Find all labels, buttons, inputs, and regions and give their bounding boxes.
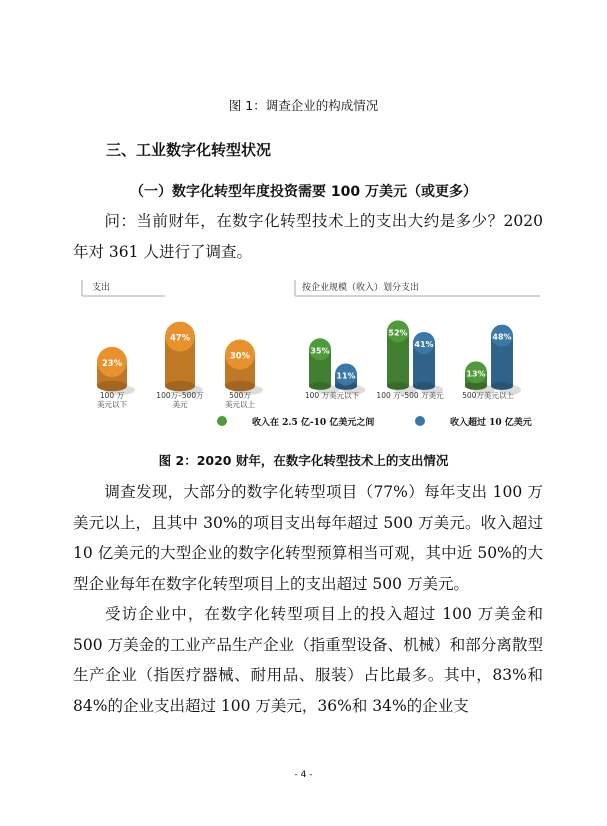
panel1-category-1: 美元 [172,400,188,409]
intro-paragraph [73,206,543,267]
panel2-s0-bar-1-value: 52% [388,328,408,338]
legend-label-0: 收入在 2.5 亿-10 亿美元之间 [252,418,375,428]
paragraph-2-text: 调查发现，大部分的数字化转型项目（77%）每年支出 100 万美元以上，且其中 30%的项目支出每年超过 500 万美元。收入超过 10 亿美元的大型企业的数字化转型预算相当可观，其中近 50%的大型企业每年在数字化转型项目上的支出超过 500 万美元。 [73,483,543,593]
spending-chart-svg [70,278,540,438]
legend-label-1: 收入超过 10 亿美元 [450,418,532,428]
panel1-bar-2-base [225,381,255,392]
legend-marker-0 [217,416,227,426]
intro-text: 问：当前财年，在数字化转型技术上的支出大约是多少？2020 年对 361 人进行了调查。 [73,212,543,261]
paragraph-3 [73,599,543,721]
panel2-s1-bar-2-value: 48% [492,332,512,342]
panel2-category-1: 100 万–500 万美元 [376,391,444,400]
panel2-s0-bar-0-value: 35% [310,346,330,356]
figure1-caption: 图 1：调查企业的构成情况 [228,98,379,113]
paragraph-2 [73,477,543,599]
page-number: - 4 - [294,770,313,780]
paragraph-3-text: 受访企业中，在数字化转型项目上的投入超过 100 万美金和 500 万美金的工业产品生产企业（指重型设备、机械）和部分离散型生产企业（指医疗器械、耐用品、服装）占比最多。其中，83%和 84%的企业支出超过 100 万美元，36%和 34%的企业支 [73,605,543,715]
section-heading: 三、工业数字化转型状况 [106,141,272,159]
panel1-category-2: 美元以上 [225,400,255,409]
panel1-category-1: 100万–500万 [156,391,204,400]
panel1-bar-1-base [165,381,195,392]
panel1-bar-0-value: 23% [101,357,123,368]
panel2-title: 按企业规模（收入）划分支出 [302,283,420,293]
legend-marker-1 [415,416,425,426]
panel1-title: 支出 [92,283,111,293]
panel2-s0-bar-1-base [387,382,409,390]
panel1-bar-0-base [97,381,127,392]
panel1-category-0: 100 万 [99,391,125,400]
panel1-category-0: 美元以下 [97,400,127,409]
spending-chart [70,278,540,438]
panel2-s0-bar-0-base [309,382,331,390]
panel2-s1-bar-1-value: 41% [414,339,434,349]
panel2-s1-bar-1-base [413,382,435,390]
panel2-s1-bar-0-value: 11% [336,371,356,381]
figure2-caption: 图 2：2020 财年，在数字化转型技术上的支出情况 [158,453,449,468]
panel1-category-2: 500万 [229,391,251,400]
panel2-s1-bar-2-base [491,382,513,390]
panel2-s0-bar-2-value: 13% [466,369,486,379]
subsection-heading: （一）数字化转型年度投资需要 100 万美元（或更多） [130,184,477,200]
panel2-category-2: 500万美元以上 [462,391,514,400]
panel2-category-0: 100 万美元以下 [304,391,360,400]
panel1-bar-2-value: 30% [229,350,251,361]
panel1-bar-1-value: 47% [169,332,191,343]
